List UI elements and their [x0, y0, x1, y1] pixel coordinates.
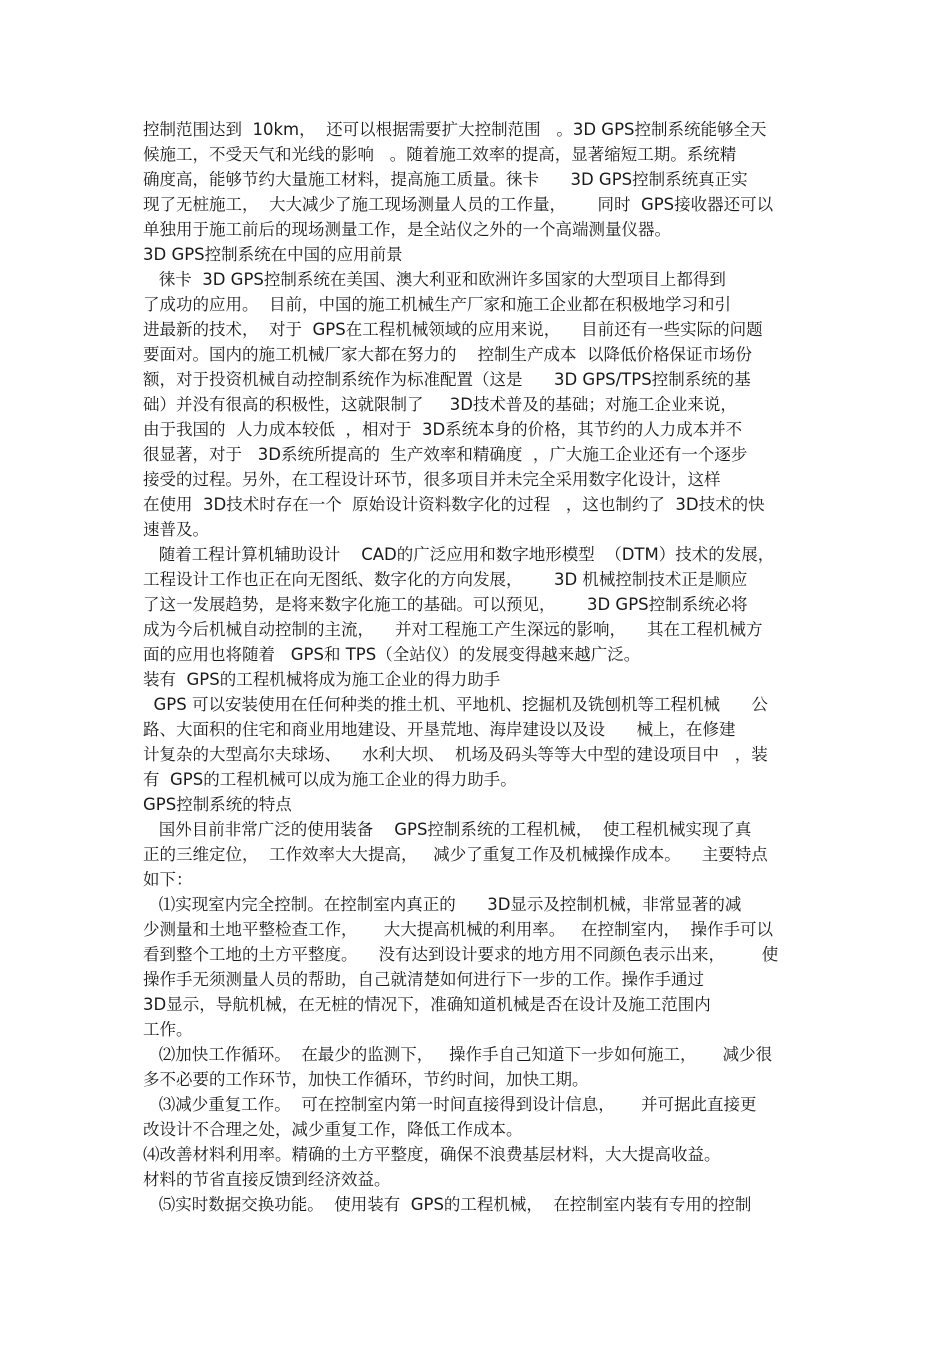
text-line: 如下：	[143, 870, 193, 889]
list-item-line: ⑷改善材料利用率。精确的土方平整度，确保不浪费基层材料，大大提高收益。	[143, 1145, 721, 1164]
text-line: 速普及。	[143, 520, 209, 539]
text-line: 候施工，不受天气和光线的影响 。随着施工效率的提高，显著缩短工期。系统精	[143, 145, 737, 164]
text-line: 了这一发展趋势，是将来数字化施工的基础。可以预见， 3D GPS控制系统必将	[143, 595, 748, 614]
text-line: 多不必要的工作环节，加快工作循环，节约时间，加快工期。	[143, 1070, 589, 1089]
list-item-line: ⑴实现室内完全控制。在控制室内真正的 3D显示及控制机械，非常显著的减	[143, 895, 742, 914]
text-line: 计复杂的大型高尔夫球场、 水利大坝、 机场及码头等等大中型的建设项目中 ，装	[143, 745, 768, 764]
text-line: 由于我国的 人力成本较低 ，相对于 3D系统本身的价格，其节约的人力成本并不	[143, 420, 743, 439]
text-line: 接受的过程。另外，在工程设计环节，很多项目并未完全采用数字化设计，这样	[143, 470, 721, 489]
text-line: 3D显示，导航机械，在无桩的情况下，准确知道机械是否在设计及施工范围内	[143, 995, 711, 1014]
list-item-line: ⑸实时数据交换功能。 使用装有 GPS的工程机械， 在控制室内装有专用的控制	[143, 1195, 752, 1214]
document-body	[143, 117, 808, 1217]
text-line: 看到整个工地的土方平整度。 没有达到设计要求的地方用不同颜色表示出来， 使	[143, 945, 779, 964]
text-line: 工程设计工作也正在向无图纸、数字化的方向发展， 3D 机械控制技术正是顺应	[143, 570, 748, 589]
list-item-line: ⑶减少重复工作。 可在控制室内第一时间直接得到设计信息， 并可据此直接更	[143, 1095, 757, 1114]
text-line: 进最新的技术， 对于 GPS在工程机械领域的应用来说， 目前还有一些实际的问题	[143, 320, 763, 339]
text-line: 随着工程计算机辅助设计 CAD的广泛应用和数字地形模型 （DTM）技术的发展，	[143, 545, 775, 564]
text-line: 正的三维定位， 工作效率大大提高， 减少了重复工作及机械操作成本。 主要特点	[143, 845, 768, 864]
text-line: 确度高，能够节约大量施工材料，提高施工质量。徕卡 3D GPS控制系统真正实	[143, 170, 748, 189]
text-line: 少测量和土地平整检查工作， 大大提高机械的利用率。 在控制室内， 操作手可以	[143, 920, 773, 939]
text-line: 工作。	[143, 1020, 193, 1039]
text-line: 础）并没有很高的积极性，这就限制了 3D技术普及的基础；对施工企业来说，	[143, 395, 737, 414]
text-line: 单独用于施工前后的现场测量工作，是全站仪之外的一个高端测量仪器。	[143, 220, 671, 239]
section-heading: GPS控制系统的特点	[143, 795, 292, 814]
text-line: 了成功的应用。 目前，中国的施工机械生产厂家和施工企业都在积极地学习和引	[143, 295, 731, 314]
text-line: 控制范围达到 10km， 还可以根据需要扩大控制范围 。3D GPS控制系统能够全天	[143, 120, 767, 139]
text-line: 材料的节省直接反馈到经济效益。	[143, 1170, 391, 1189]
text-line: 要面对。国内的施工机械厂家大都在努力的 控制生产成本 以降低价格保证市场份	[143, 345, 752, 364]
text-line: 改设计不合理之处，减少重复工作，降低工作成本。	[143, 1120, 523, 1139]
list-item-line: ⑵加快工作循环。 在最少的监测下， 操作手自己知道下一步如何施工， 减少很	[143, 1045, 773, 1064]
text-line: GPS 可以安装使用在任何种类的推土机、平地机、挖掘机及铣刨机等工程机械 公	[143, 695, 768, 714]
text-line: 操作手无须测量人员的帮助，自己就清楚如何进行下一步的工作。操作手通过	[143, 970, 704, 989]
text-line: 国外目前非常广泛的使用装备 GPS控制系统的工程机械， 使工程机械实现了真	[143, 820, 752, 839]
text-line: 很显著，对于 3D系统所提高的 生产效率和精确度 ，广大施工企业还有一个逐步	[143, 445, 748, 464]
text-line: 成为今后机械自动控制的主流， 并对工程施工产生深远的影响， 其在工程机械方	[143, 620, 763, 639]
text-line: 路、大面积的住宅和商业用地建设、开垦荒地、海岸建设以及设 械上，在修建	[143, 720, 736, 739]
section-heading: 装有 GPS的工程机械将成为施工企业的得力助手	[143, 670, 501, 689]
text-line: 额，对于投资机械自动控制系统作为标准配置（这是 3D GPS/TPS控制系统的基	[143, 370, 751, 389]
section-heading: 3D GPS控制系统在中国的应用前景	[143, 245, 403, 264]
text-line: 面的应用也将随着 GPS和 TPS（全站仪）的发展变得越来越广泛。	[143, 645, 641, 664]
text-line: 徕卡 3D GPS控制系统在美国、澳大利亚和欧洲许多国家的大型项目上都得到	[143, 270, 726, 289]
text-line: 在使用 3D技术时存在一个 原始设计资料数字化的过程 ，这也制约了 3D技术的快	[143, 495, 765, 514]
text-line: 有 GPS的工程机械可以成为施工企业的得力助手。	[143, 770, 517, 789]
text-line: 现了无桩施工， 大大减少了施工现场测量人员的工作量， 同时 GPS接收器还可以	[143, 195, 774, 214]
